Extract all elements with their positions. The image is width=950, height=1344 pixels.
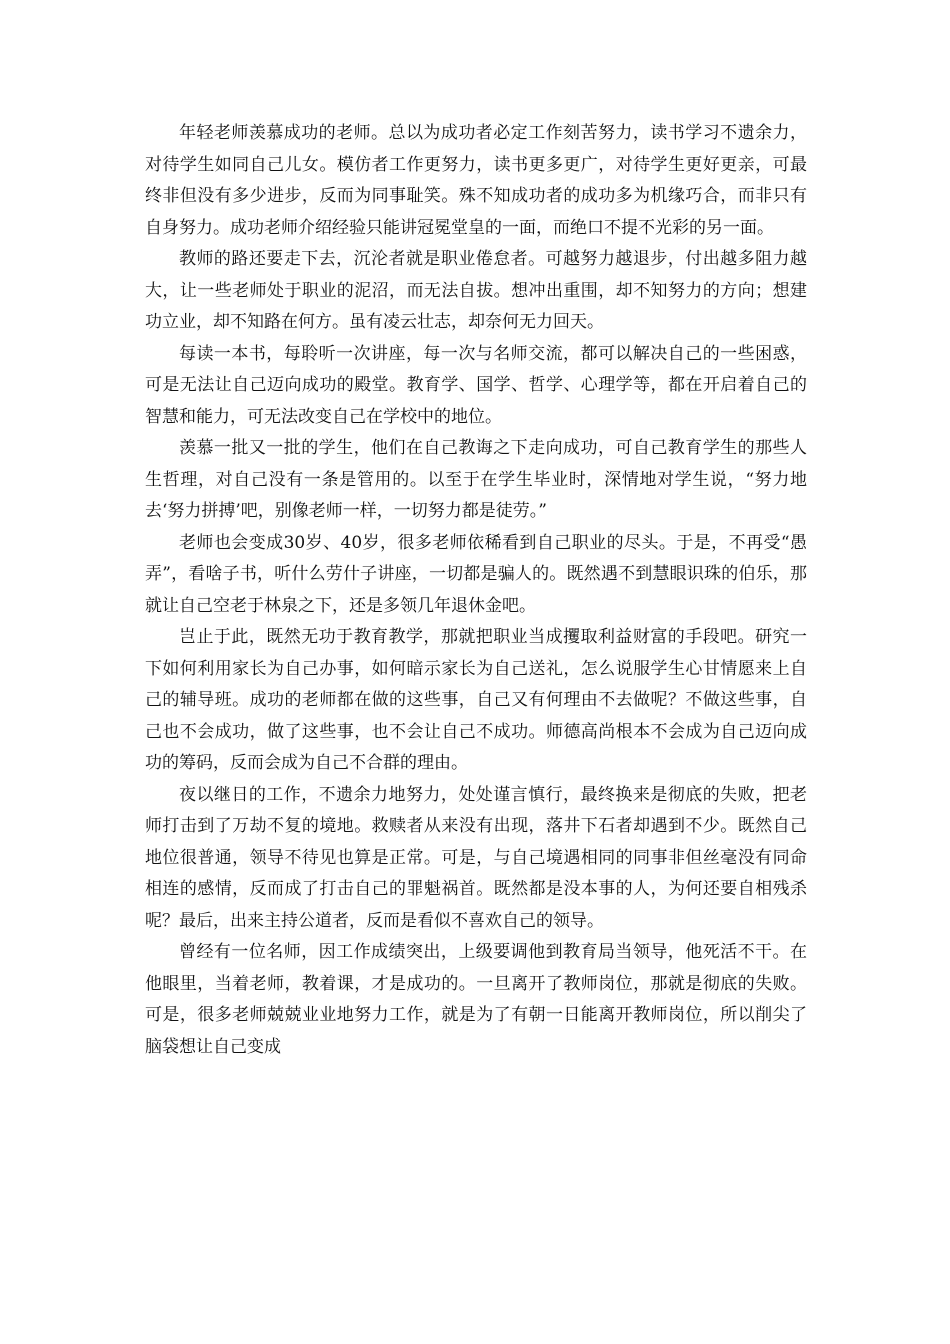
paragraph-3: 每读一本书，每聆听一次讲座，每一次与名师交流，都可以解决自己的一些困惑，可是无法让自己迈向成功的殿堂。教育学、国学、哲学、心理学等，都在开启着自己的智慧和能力，可无法改变自己在学校中的地位。 [145, 343, 807, 427]
paragraph-1: 年轻老师羡慕成功的老师。总以为成功者必定工作刻苦努力，读书学习不遗余力，对待学生如同自己儿女。模仿者工作更努力，读书更多更广，对待学生更好更亲，可最终非但没有多少进步，反而为同事耻笑。殊不知成功者的成功多为机缘巧合，而非只有自身努力。成功老师介绍经验只能讲冠冕堂皇的一面，而绝口不提不光彩的另一面。 [145, 123, 807, 238]
paragraph-8: 曾经有一位名师，因工作成绩突出，上级要调他到教育局当领导，他死活不干。在他眼里，当着老师，教着课，才是成功的。一旦离开了教师岗位，那就是彻底的失败。可是，很多老师兢兢业业地努力工作，就是为了有朝一日能离开教师岗位，所以削尖了脑袋想让自己变成 [145, 942, 807, 1057]
article-body [145, 118, 807, 1063]
paragraph-5: 老师也会变成30岁、40岁，很多老师依稀看到自己职业的尽头。于是，不再受“愚弄”，看啥子书，听什么劳什子讲座，一切都是骗人的。既然遇不到慧眼识珠的伯乐，那就让自己空老于林泉之下，还是多领几年退休金吧。 [145, 532, 807, 616]
paragraph-4: 羡慕一批又一批的学生，他们在自己教诲之下走向成功，可自己教育学生的那些人生哲理，对自己没有一条是管用的。以至于在学生毕业时，深情地对学生说，“努力地去‘努力拼搏’吧，别像老师一样，一切努力都是徒劳。” [145, 438, 807, 521]
paragraph-6: 岂止于此，既然无功于教育教学，那就把职业当成攫取利益财富的手段吧。研究一下如何利用家长为自己办事，如何暗示家长为自己送礼，怎么说服学生心甘情愿来上自己的辅导班。成功的老师都在做的这些事，自己又有何理由不去做呢？不做这些事，自己也不会成功，做了这些事，也不会让自己不成功。师德高尚根本不会成为自己迈向成功的筹码，反而会成为自己不合群的理由。 [145, 627, 807, 773]
paragraph-2: 教师的路还要走下去，沉沦者就是职业倦怠者。可越努力越退步，付出越多阻力越大，让一些老师处于职业的泥沼，而无法自拔。想冲出重围，却不知努力的方向；想建功立业，却不知路在何方。虽有凌云壮志，却奈何无力回天。 [145, 249, 807, 332]
paragraph-7: 夜以继日的工作，不遗余力地努力，处处谨言慎行，最终换来是彻底的失败，把老师打击到了万劫不复的境地。救赎者从来没有出现，落井下石者却遇到不少。既然自己地位很普通，领导不待见也算是正常。可是，与自己境遇相同的同事非但丝毫没有同命相连的感情，反而成了打击自己的罪魁祸首。既然都是没本事的人，为何还要自相残杀呢？最后，出来主持公道者，反而是看似不喜欢自己的领导。 [145, 784, 807, 931]
